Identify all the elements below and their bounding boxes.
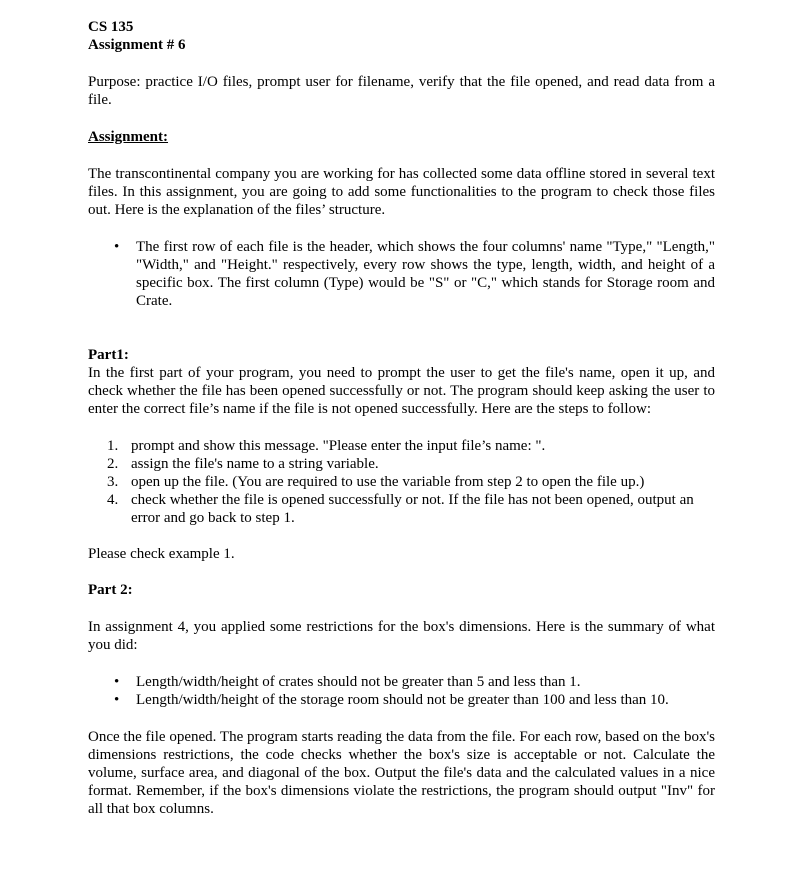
- list-item: [88, 455, 715, 473]
- course-code: CS 135: [88, 19, 134, 35]
- step-number: 4.: [107, 492, 119, 508]
- restrictions-bullet-list: [88, 673, 715, 709]
- bullet-text: Length/width/height of the storage room should not be greater than 100 and less than 10.: [136, 692, 669, 708]
- step-number: 3.: [107, 474, 119, 490]
- part1-intro-paragraph: In the first part of your program, you need to prompt the user to get the file's name, open it up, and check whether the file has been opened successfully or not. The program should keep asking the user to enter the correct file’s name if the file is not opened successfully. Here are the steps to follow:: [88, 365, 715, 417]
- check-example-text: Please check example 1.: [88, 546, 235, 562]
- document-header: [88, 18, 715, 54]
- once-paragraph: Once the file opened. The program starts reading the data from the file. For each row, based on the box's dimensions restrictions, the code checks whether the box's size is acceptable or not. Calculate the volume, surface area, and diagonal of the box. Output the file's data and the calculated values in a nice format. Remember, if the box's dimensions violate the restrictions, the program should output "Inv" for all that box columns.: [88, 729, 715, 817]
- list-item: [88, 437, 715, 455]
- bullet-icon: •: [114, 692, 120, 708]
- list-item: [88, 473, 715, 491]
- intro-paragraph: The transcontinental company you are working for has collected some data offline stored in several text files. In this assignment, you are going to add some functionalities to the program to check those files out. Here is the explanation of the files’ structure.: [88, 166, 715, 218]
- step-number: 1.: [107, 438, 119, 454]
- structure-bullet-list: [88, 238, 715, 310]
- part1-steps-list: [88, 437, 715, 527]
- part2-intro-paragraph: In assignment 4, you applied some restrictions for the box's dimensions. Here is the summary of what you did:: [88, 619, 715, 653]
- bullet-icon: •: [114, 674, 120, 690]
- list-item: [88, 691, 715, 709]
- step-number: 2.: [107, 456, 119, 472]
- list-item: [88, 673, 715, 691]
- assignment-title: Assignment # 6: [88, 37, 186, 53]
- part2-heading: Part 2:: [88, 582, 133, 598]
- step-text: assign the file's name to a string variable.: [131, 456, 379, 472]
- step-text: prompt and show this message. "Please enter the input file’s name: ".: [131, 438, 546, 454]
- bullet-icon: •: [114, 239, 120, 255]
- list-item: [88, 491, 715, 527]
- step-text: open up the file. (You are required to use the variable from step 2 to open the file up.): [131, 474, 645, 490]
- list-item: [88, 238, 715, 310]
- bullet-text: The first row of each file is the header, which shows the four columns' name "Type," "Length," "Width," and "Height." respectively, every row shows the type, length, width, and height of a specific box. The first column (Type) would be "S" or "C," which stands for Storage room and Crate.: [136, 239, 715, 309]
- assignment-heading: Assignment:: [88, 129, 169, 145]
- step-text: check whether the file is opened successfully or not. If the file has not been opened, output an error and go back to step 1.: [131, 492, 694, 526]
- purpose-paragraph: Purpose: practice I/O files, prompt user for filename, verify that the file opened, and read data from a file.: [88, 74, 715, 108]
- part1-heading: Part1:: [88, 347, 129, 363]
- bullet-text: Length/width/height of crates should not be greater than 5 and less than 1.: [136, 674, 581, 690]
